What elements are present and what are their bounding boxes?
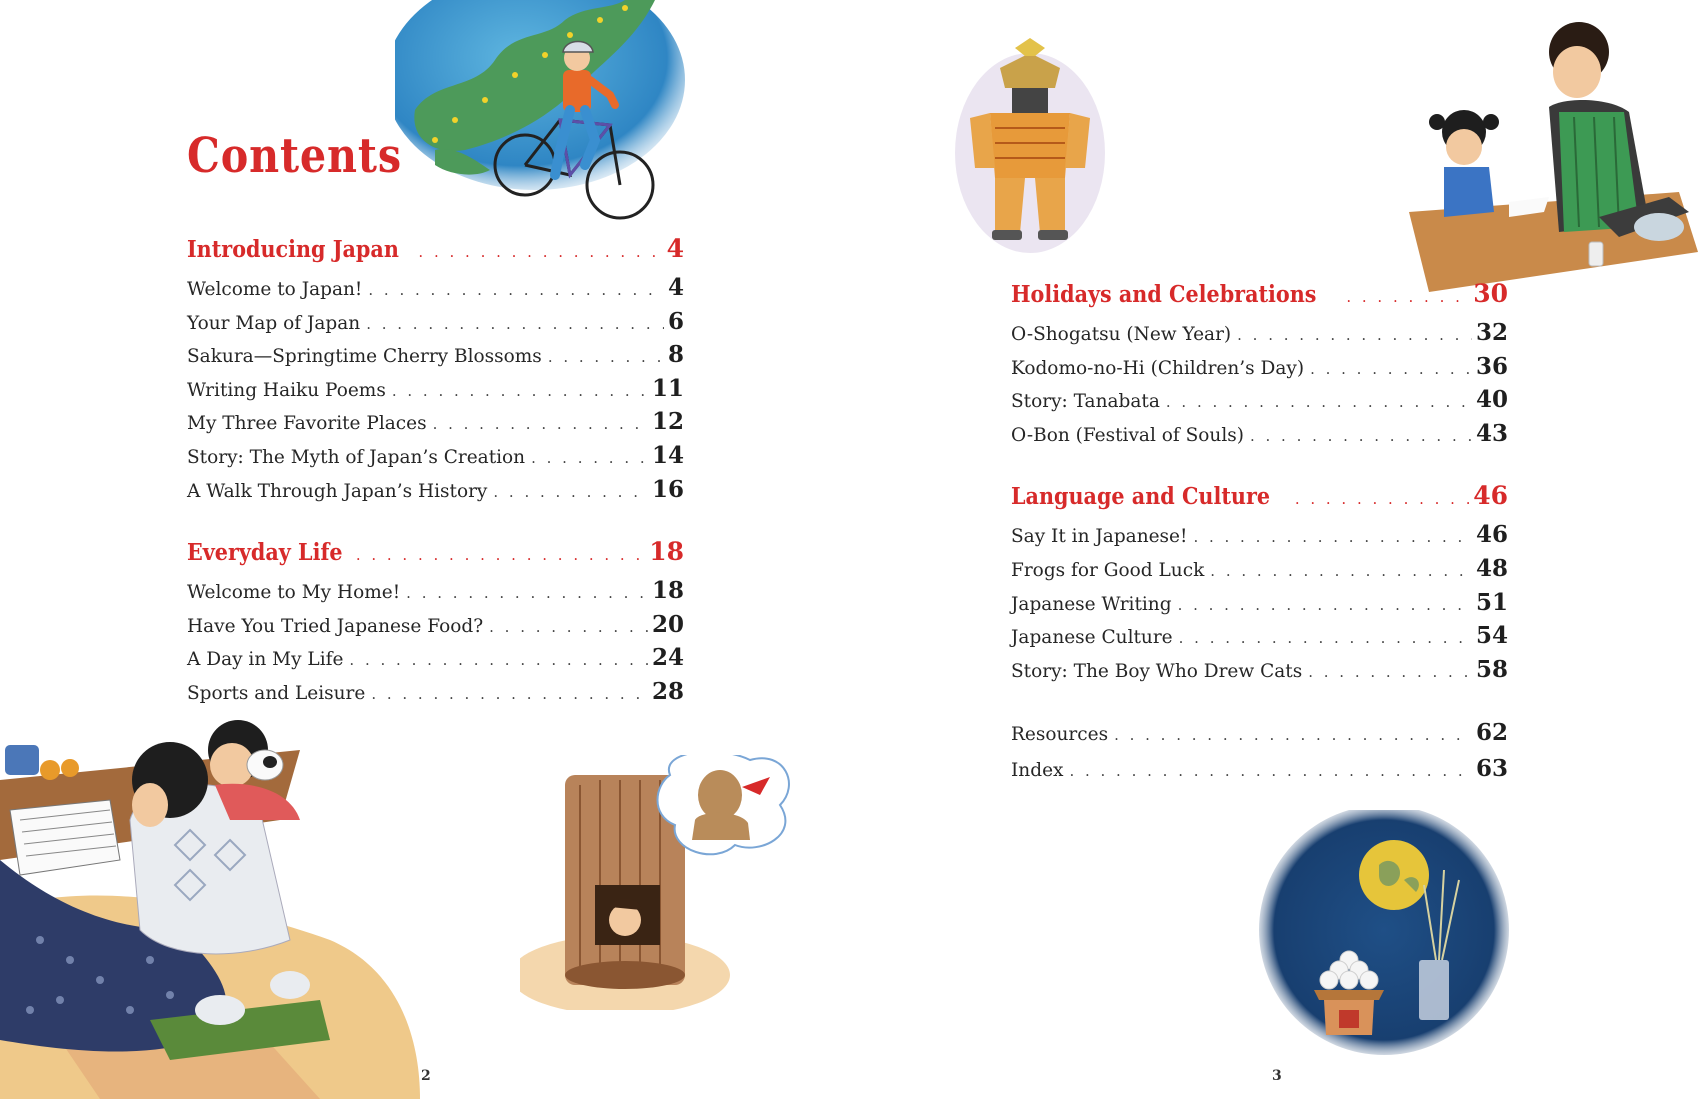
toc-entry-page: 58 (1475, 655, 1508, 683)
leader-dots (1237, 326, 1472, 344)
leader-dots (1179, 629, 1472, 647)
toc-entry-page: 51 (1475, 588, 1508, 616)
toc-entry-page: 28 (651, 677, 684, 705)
toc-entry-label: Frogs for Good Luck (1011, 559, 1205, 581)
toc-entry[interactable] (1011, 555, 1508, 589)
toc-entry-page: 62 (1475, 719, 1508, 747)
toc-entry[interactable] (187, 308, 684, 342)
toc-heading-label: Language and Culture (1011, 483, 1271, 511)
toc-entry-label: O-Bon (Festival of Souls) (1011, 424, 1244, 446)
toc-entry[interactable] (1011, 589, 1508, 623)
toc-entry[interactable] (187, 375, 684, 409)
toc-section-heading[interactable] (1011, 481, 1508, 521)
toc-heading-label: Introducing Japan (187, 236, 399, 263)
toc-entry[interactable] (1011, 521, 1508, 555)
toc-entry-label: O-Shogatsu (New Year) (1011, 324, 1232, 345)
toc-heading-page: 18 (649, 537, 684, 567)
toc-entry-page: 54 (1475, 622, 1508, 650)
leader-dots (406, 584, 648, 602)
toc-entry-label: Story: The Boy Who Drew Cats (1011, 660, 1303, 682)
toc-entry-label: Sakura—Springtime Cherry Blossoms (187, 346, 542, 368)
cyclist-map-illustration (395, 0, 715, 235)
toc-entry[interactable] (1011, 319, 1508, 353)
toc-entry-index[interactable] (1011, 755, 1508, 791)
toc-entry[interactable] (1011, 353, 1508, 387)
leader-dots (368, 281, 664, 299)
leader-dots (1166, 393, 1472, 411)
leader-dots (1295, 490, 1469, 508)
toc-entry-label: Say It in Japanese! (1011, 526, 1188, 548)
leader-dots (1346, 288, 1469, 306)
toc-entry-label: Japanese Writing (1011, 593, 1172, 615)
moon-viewing-illustration (1254, 810, 1514, 1080)
toc-heading-page: 4 (666, 234, 684, 263)
leader-dots (1210, 562, 1472, 580)
leader-dots (1193, 528, 1472, 546)
leader-dots (1308, 663, 1472, 681)
toc-left (187, 234, 684, 712)
toc-entry[interactable] (187, 408, 684, 442)
section-spacer (1011, 453, 1508, 481)
toc-section-heading[interactable] (187, 537, 684, 577)
toc-entry-resources[interactable] (1011, 719, 1508, 755)
toc-entry-page: 36 (1475, 352, 1508, 380)
toc-entry-page: 6 (667, 307, 684, 335)
toc-entry-page: 12 (651, 408, 684, 436)
toc-entry-page: 32 (1475, 319, 1508, 346)
toc-entry-label: Writing Haiku Poems (187, 379, 386, 401)
toc-entry-page: 16 (651, 475, 684, 503)
toc-entry[interactable] (187, 644, 684, 678)
toc-entry[interactable] (1011, 622, 1508, 656)
toc-entry-label: Kodomo-no-Hi (Children’s Day) (1011, 357, 1305, 379)
toc-entry[interactable] (187, 274, 684, 308)
toc-entry-label: Index (1011, 760, 1064, 782)
leader-dots (366, 315, 664, 333)
tree-trunk-story-illustration (520, 755, 800, 1010)
toc-right (1011, 279, 1508, 791)
leader-dots (489, 618, 648, 636)
toc-entry-page: 63 (1475, 755, 1508, 783)
leader-dots (493, 483, 648, 501)
leader-dots (548, 348, 664, 366)
page-title: Contents (187, 128, 402, 184)
toc-heading-page: 46 (1473, 481, 1508, 511)
onigiri-mother-daughter-illustration (1399, 12, 1698, 302)
toc-section-heading[interactable] (187, 234, 684, 274)
toc-entry-page: 46 (1475, 521, 1508, 549)
toc-entry[interactable] (1011, 656, 1508, 690)
right-page (849, 0, 1698, 1099)
section-spacer (1011, 689, 1508, 719)
toc-entry[interactable] (187, 611, 684, 645)
toc-entry-label: Resources (1011, 724, 1109, 746)
toc-entry-label: Welcome to Japan! (187, 279, 363, 300)
toc-entry[interactable] (187, 341, 684, 375)
toc-entry-label: Your Map of Japan (187, 312, 361, 334)
leader-dots (356, 546, 645, 564)
toc-entry-label: Story: The Myth of Japan’s Creation (187, 446, 526, 468)
toc-entry-page: 8 (667, 341, 684, 369)
leader-dots (371, 685, 648, 703)
leader-dots (1069, 762, 1472, 780)
toc-entry-page: 14 (651, 441, 684, 469)
toc-entry-label: A Walk Through Japan’s History (187, 480, 488, 502)
toc-entry-label: Sports and Leisure (187, 682, 366, 704)
toc-entry-label: Japanese Culture (1011, 627, 1173, 649)
toc-entry-label: My Three Favorite Places (187, 413, 427, 435)
leader-dots (392, 382, 648, 400)
kotatsu-homework-illustration (0, 710, 420, 1099)
toc-entry[interactable] (1011, 386, 1508, 420)
toc-entry[interactable] (187, 442, 684, 476)
page-number: 3 (1272, 1068, 1282, 1084)
leader-dots (349, 651, 648, 669)
leader-dots (433, 415, 648, 433)
toc-entry[interactable] (187, 476, 684, 510)
toc-entry-page: 20 (651, 610, 684, 638)
toc-entry[interactable] (187, 678, 684, 712)
toc-entry-page: 4 (667, 274, 684, 301)
toc-entry-label: Have You Tried Japanese Food? (187, 615, 484, 637)
toc-heading-label: Everyday Life (187, 539, 343, 567)
toc-heading-label: Holidays and Celebrations (1011, 281, 1317, 308)
toc-entry-label: A Day in My Life (187, 649, 344, 671)
toc-entry-page: 43 (1475, 419, 1508, 447)
toc-entry-label: Welcome to My Home! (187, 582, 401, 604)
toc-heading-page: 30 (1473, 279, 1508, 308)
leader-dots (1114, 726, 1472, 744)
toc-section-heading[interactable] (1011, 279, 1508, 319)
toc-entry-page: 48 (1475, 554, 1508, 582)
toc-entry-page: 40 (1475, 386, 1508, 414)
toc-entry-page: 18 (651, 577, 684, 605)
samurai-armor-illustration (940, 38, 1120, 253)
toc-entry-page: 11 (651, 374, 684, 402)
leader-dots (1310, 360, 1472, 378)
leader-dots (418, 243, 662, 261)
leader-dots (531, 449, 648, 467)
toc-entry-page: 24 (651, 644, 684, 672)
section-spacer (187, 509, 684, 537)
toc-entry-label: Story: Tanabata (1011, 391, 1160, 413)
page-number: 2 (421, 1068, 431, 1084)
leader-dots (1178, 596, 1472, 614)
toc-entry[interactable] (187, 577, 684, 611)
leader-dots (1250, 427, 1472, 445)
toc-entry[interactable] (1011, 420, 1508, 454)
